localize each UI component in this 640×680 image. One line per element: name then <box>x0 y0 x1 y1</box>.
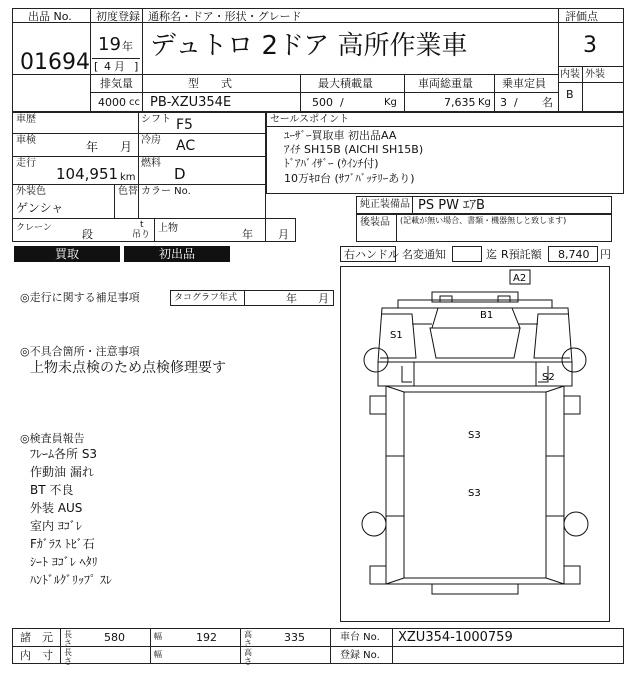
inspection-label: 車検 <box>16 135 36 146</box>
upper-month-unit: 月 <box>278 228 289 241</box>
color-code-label: カラー No. <box>141 186 191 197</box>
crane-stage: 段 <box>82 228 93 241</box>
interior-label: 内装 <box>560 69 580 80</box>
ac-value: AC <box>176 138 196 154</box>
upper-label: 上物 <box>158 223 178 234</box>
divider <box>240 628 241 664</box>
r-amount: 8,740 <box>558 248 590 261</box>
capacity-sep: / <box>514 96 518 109</box>
name-change-label: 名変通知 <box>402 248 446 261</box>
r-inspection-label: R預託額 <box>501 248 542 261</box>
divider <box>392 628 393 664</box>
divider <box>244 290 245 306</box>
bracket-right: ] <box>134 60 139 73</box>
inspection-month-unit: 月 <box>120 140 133 154</box>
gross-weight-label: 車両総重量 <box>418 77 473 90</box>
length-label: 長さ <box>64 630 72 648</box>
inspector-line-1: ﾌﾚｰﾑ各所 S3 <box>30 447 98 461</box>
sales-label: セールスポイント <box>270 114 350 125</box>
lot-label: 出品 No. <box>28 10 72 23</box>
sales-line-3: ﾄﾞｱﾊﾞｲｻﾞｰ (ｳｲﾝﾁ付) <box>284 157 379 170</box>
displacement-label: 排気量 <box>100 77 133 90</box>
mark-s3-lower: S3 <box>468 488 481 499</box>
exterior-label: 外装 <box>585 69 605 80</box>
inspector-line-5: 室内 ﾖｺﾞﾚ <box>30 519 82 533</box>
rating-label: 評価点 <box>565 10 598 23</box>
name-header: 通称名・ドア・形状・グレード <box>148 10 302 23</box>
max-load-unit: Kg <box>384 97 397 108</box>
divider <box>396 214 397 242</box>
divider <box>12 156 266 157</box>
mark-a2: A2 <box>513 273 527 284</box>
inspection-year-unit: 年 <box>86 140 99 154</box>
mileage-value: 104,951 <box>56 165 119 183</box>
divider <box>404 74 405 112</box>
tachograph-label: タコグラフ年式 <box>174 293 238 303</box>
crane-lift: 吊り <box>132 230 151 240</box>
displacement-unit: cc <box>129 97 140 108</box>
inspector-line-3: BT 不良 <box>30 483 74 497</box>
divider <box>154 218 155 242</box>
mark-s3-upper: S3 <box>468 430 481 441</box>
overall-rating: 3 <box>583 33 597 58</box>
divider <box>558 8 559 112</box>
divider <box>558 82 624 83</box>
gross-weight-value: 7,635 <box>444 96 476 109</box>
recall-prefix: 迄 <box>486 248 497 261</box>
capacity-unit: 名 <box>542 96 553 109</box>
divider <box>92 58 140 59</box>
tacho-year-unit: 年 <box>286 292 297 305</box>
divider <box>12 74 558 75</box>
mark-b1: B1 <box>480 310 494 321</box>
inspector-line-7: ｼｰﾄ ﾖｺﾞﾚ ﾍﾀﾘ <box>30 555 98 569</box>
divider <box>138 112 139 218</box>
divider <box>266 126 624 127</box>
defect-title: ◎不具合箇所・注意事項 <box>20 345 140 358</box>
divider <box>90 92 558 93</box>
fuel-value: D <box>174 165 186 183</box>
height-label: 高さ <box>244 630 252 648</box>
inspector-line-6: Fｶﾞﾗｽ ﾄﾋﾞ石 <box>30 537 95 551</box>
reg-label: 登録 No. <box>340 650 380 661</box>
color-value: ゲンシャ <box>16 201 64 215</box>
fuel-label: 燃料 <box>141 158 161 169</box>
lot-number: 01694 <box>20 50 90 75</box>
divider <box>90 8 91 112</box>
crane-t: t <box>140 220 144 230</box>
month-unit: 月 <box>114 60 125 73</box>
spec-label: 諸 元 <box>20 631 53 644</box>
max-load-label: 最大積載量 <box>318 77 373 90</box>
history-label: 車歴 <box>16 114 36 125</box>
sales-line-2: ｱｲﾁ SH15B (AICHI SH15B) <box>284 143 424 156</box>
divider <box>150 628 151 664</box>
name-change-box <box>452 246 482 262</box>
divider <box>300 74 301 112</box>
ac-label: 冷房 <box>141 135 161 146</box>
buyback-tag: 買取 <box>14 246 120 262</box>
bracket-left: [ <box>94 60 99 73</box>
dims-height-label: 高さ <box>244 648 252 666</box>
notes-area <box>12 266 336 624</box>
mark-s2: S2 <box>542 372 555 383</box>
width-label: 幅 <box>154 632 162 641</box>
color-change-label: 色替 <box>118 186 138 197</box>
upper-year-unit: 年 <box>242 228 253 241</box>
divider <box>412 196 413 214</box>
height-value: 335 <box>284 631 305 644</box>
driving-title: ◎走行に関する補足事項 <box>20 291 140 304</box>
divider <box>114 184 115 218</box>
chassis-value: XZU354-1000759 <box>398 630 513 645</box>
equip-label: 純正装備品 <box>360 199 410 210</box>
year-unit: 年 <box>122 40 133 53</box>
tacho-month-unit: 月 <box>318 292 329 305</box>
mileage-label: 走行 <box>16 158 36 169</box>
divider <box>12 133 266 134</box>
divider <box>12 646 624 647</box>
inspector-line-2: 作動油 漏れ <box>30 465 94 479</box>
divider <box>494 74 495 112</box>
model-label: 型 式 <box>188 77 232 90</box>
max-load-sep: / <box>340 96 344 109</box>
defect-text: 上物未点検のため点検修理要す <box>30 360 226 376</box>
truck-diagram <box>340 266 610 622</box>
sales-line-4: 10万ｷﾛ台 (ｻﾌﾞﾊﾞｯﾃﾘｰあり) <box>284 172 415 185</box>
divider <box>12 184 266 185</box>
gross-weight-unit: Kg <box>478 97 491 108</box>
car-name: デュトロ 2ドア 高所作業車 <box>150 31 468 61</box>
mileage-unit: km <box>120 172 136 183</box>
length-value: 580 <box>104 631 125 644</box>
right-hand-label: 右ハンドル <box>344 248 399 261</box>
divider <box>558 66 624 67</box>
chassis-label: 車台 No. <box>340 632 380 643</box>
inspector-line-4: 外装 AUS <box>30 501 83 515</box>
divider <box>582 66 583 112</box>
inspector-line-8: ﾊﾝﾄﾞﾙｸﾞﾘｯﾌﾟ ｽﾚ <box>30 573 112 587</box>
interior-grade: B <box>566 88 574 101</box>
r-unit: 円 <box>600 248 611 261</box>
shift-value: F5 <box>176 117 193 133</box>
model-value: PB-XZU354E <box>150 95 232 110</box>
first-listing-tag: 初出品 <box>124 246 230 262</box>
capacity-label: 乗車定員 <box>502 77 546 90</box>
sales-line-1: ﾕｰｻﾞｰ買取車 初出品AA <box>284 129 397 142</box>
divider <box>142 74 143 112</box>
dims-label: 内 寸 <box>20 649 53 662</box>
reg-year: 19 <box>98 34 121 55</box>
divider <box>60 628 61 664</box>
shift-label: シフト <box>141 114 171 125</box>
reg-month: 4 <box>104 60 111 73</box>
dims-length-label: 長さ <box>64 648 72 666</box>
retrofit-label: 後装品 <box>360 217 390 228</box>
dims-width-label: 幅 <box>154 650 162 659</box>
width-value: 192 <box>196 631 217 644</box>
mark-s1: S1 <box>390 330 403 341</box>
inspector-title: ◎検査員報告 <box>20 432 85 445</box>
crane-label: クレーン <box>16 223 52 233</box>
retrofit-note: (記載が無い場合、書類・機器無しと致します) <box>400 216 567 225</box>
color-label: 外装色 <box>16 186 46 197</box>
capacity-value: 3 <box>500 96 507 109</box>
max-load-value: 500 <box>312 96 333 109</box>
first-reg-label: 初度登録 <box>96 10 140 23</box>
displacement-value: 4000 <box>98 96 126 109</box>
divider <box>330 628 331 664</box>
divider <box>12 218 266 219</box>
equip-value: PS PW ｴｱB <box>418 198 485 213</box>
divider <box>142 8 143 74</box>
